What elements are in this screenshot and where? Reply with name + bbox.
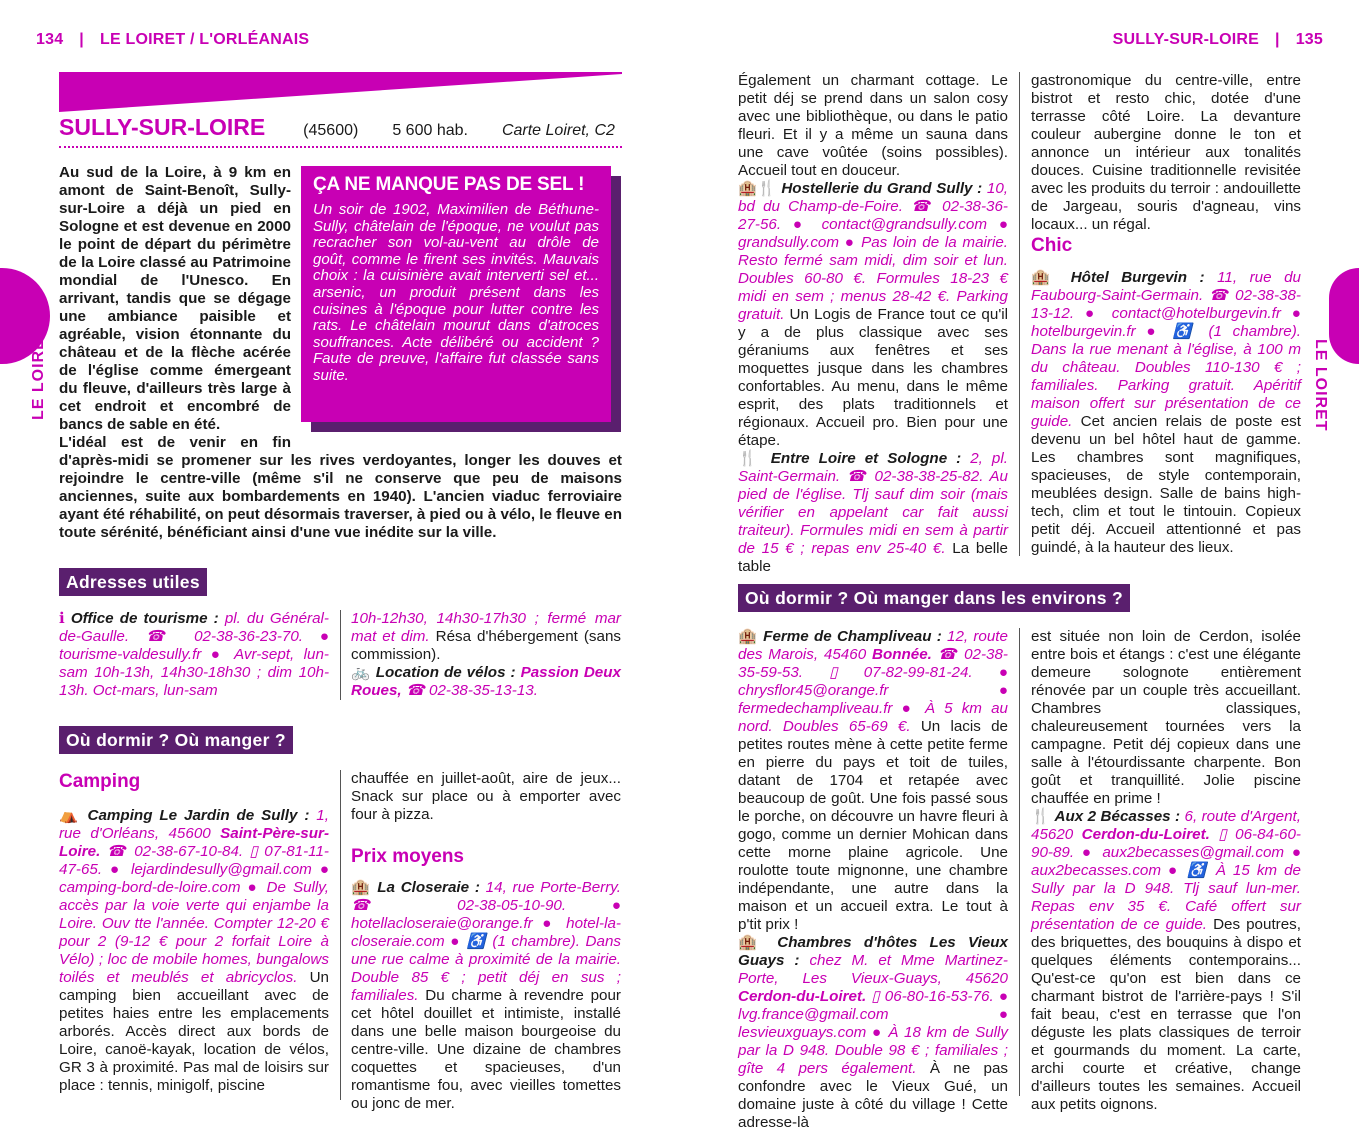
section-environs: Où dormir ? Où manger dans les environs ? (738, 584, 1130, 612)
city-name: SULLY-SUR-LOIRE (59, 114, 266, 140)
entre-loire-desc: La belle table (738, 540, 1008, 575)
entre-loire-info: 2, pl. Saint-Germain. ☎ 02-38-38-25-82. Au pied de l'église. Tlj sauf dim soir (mais vérifier en appelant car fait aussi traiteur). Formules midi en sem à partir de 15 € ; repas env 25-40 €. (738, 450, 1008, 557)
postcode: (45600) (303, 122, 359, 139)
velo-name: Location de vélos : (375, 664, 516, 681)
camping-town: Saint-Père-sur-Loire. (59, 825, 329, 860)
becasses-contact: ▯ 06-84-60-90-89. ● aux2becasses@gmail.com ● aux2becasses.com ● ♿ À 15 km de Sully par la D 948. Tlj sauf lun-mer. Repas env 35 €. Café offert sur présentation de ce guide. (1031, 826, 1301, 933)
vieux-guays-name: Chambres d'hôtes Les Vieux Guays : (738, 934, 1008, 969)
population: 5 600 hab. (392, 122, 468, 139)
camping-desc-cont: chauffée en juillet-août, aire de jeux... Snack sur place ou à emporter avec four à pizza. (351, 770, 621, 823)
velo-company: Passion Deux Roues, (351, 664, 621, 699)
vieux-guays-desc-cont: est située non loin de Cerdon, isolée entre bois et étangs : c'est une élégante demeure solognote entièrement rénovée par un couple très accueillant. Chambres classiques, chaleureusement tournées vers la campagne. Petit déj copieux dans une salle à l'étourdissante charpente. Bon goût et tranquillité. Jolie piscine chauffée en prime ! (1031, 628, 1301, 807)
hotel-icon: 🏨 (351, 879, 372, 896)
camping-desc: Un camping bien accueillant avec de petites haies entre les emplacements arborés. Accès direct aux bords de Loire, canoë-kayak, location de vélos, GR 3 à proximité. Pas mal de loisirs sur place : tennis, minigolf, piscine (59, 969, 329, 1094)
subheading-camping: Camping (59, 771, 141, 792)
entre-loire-name: Entre Loire et Sologne : (770, 450, 962, 467)
page-number-right: 135 (1295, 31, 1323, 48)
page-header-right: SULLY-SUR-LOIRE | 135 (1112, 31, 1323, 48)
column-divider (340, 610, 341, 700)
bike-icon: 🚲 (351, 664, 371, 681)
page-number-left: 134 (36, 31, 64, 48)
cottage-text: Également un charmant cottage. Le petit déj se prend dans un salon cosy avec une bibliothèque, ou dans le patio fleuri. Et il y a même un sauna dans une cave voûtée (soins possibles). Accueil tout en douceur. (738, 72, 1008, 179)
closeraie-name: La Closeraie : (377, 879, 480, 896)
closeraie-desc: Du charme à revendre pour cet hôtel douillet et intimiste, installé dans une belle maison bourgeoise du centre-ville. Une dizaine de chambres coquettes et spacieuses, d'un romantisme fou, avec vieilles tomettes ou jonc de mer. (351, 987, 621, 1112)
side-label-left: LE LOIRET (30, 327, 47, 420)
intro-paragraph-2-start: L'idéal est de venir en fin (59, 434, 291, 451)
section-ou-dormir: Où dormir ? Où manger ? (59, 726, 293, 754)
side-label-right: LE LOIRET (1312, 339, 1329, 432)
right-col-2 (1031, 72, 1301, 234)
ot-info: pl. du Général-de-Gaulle. ☎ 02-38-36-23-70. ● tourisme-valdesully.fr ● Avr-sept, lun-sam 10h-13h, 14h30-18h30 ; dim 10h-13h. Oct-mars, lun-sam (59, 610, 329, 699)
restaurant-icon: 🍴 (757, 180, 777, 197)
closeraie-info: 14, rue Porte-Berry. ☎ 02-38-05-10-90. ● hotellacloseraie@orange.fr ● hotel-la-closeraie.com ● ♿ (1 chambre). Dans une rue calme à proximité de la mairie. Double 85 € ; petit déj en sus ; familiales. (351, 879, 621, 1004)
environs-col-2 (1031, 628, 1301, 1114)
grand-sully-name: Hostellerie du Grand Sully : (781, 180, 983, 197)
vieux-guays-town: Cerdon-du-Loiret. (738, 988, 867, 1005)
ot-tail: Résa d'hébergement (sans commission). (351, 628, 621, 663)
chapter-title: LE LOIRET / L'ORLÉANAIS (99, 31, 310, 48)
grand-sully-info: 10, bd du Champ-de-Foire. ☎ 02-38-36-27-56. ● contact@grandsully.com ● grandsully.com ● Pas loin de la mairie. Resto fermé sam midi, dim soir et lun. Doubles 60-80 €. Formules 18-23 € midi en sem ; menus 28-42 €. Parking gratuit. (738, 180, 1008, 323)
entre-loire-desc-cont: gastronomique du centre-ville, entre bistrot et resto chic, dotée d'une terrasse côté Loire. La devanture couleur aubergine donne le ton et annonce un intérieur aux tonalités douces. Cuisine traditionnelle revisitée avec les produits du terroir : andouillette de Jargeau, souris d'agneau, vins locaux... un régal. (1031, 72, 1301, 233)
hotel-icon: 🏨 (1031, 269, 1059, 286)
anecdote-title: ÇA NE MANQUE PAS DE SEL ! (313, 174, 585, 195)
column-divider (1019, 72, 1020, 556)
ferme-desc: Un lacis de petites routes mène à cette petite ferme en pierre du pays et toit de tuiles, datant de 1704 et retapée avec beaucoup de goût. Une fois passé sous le porche, on découvre un havre fleuri à gogo, comme un dernier Mohican dans cette morne plaine agricole. Une roulotte toute mignonne, une chambre indépendante, une autre dans la maison et un accueil extra. Le tout à p'tit prix ! (738, 718, 1008, 933)
restaurant-icon: 🍴 (1031, 808, 1051, 825)
section-title-right: SULLY-SUR-LOIRE (1112, 31, 1260, 48)
title-band (59, 72, 622, 112)
ot-name: Office de tourisme : (70, 610, 219, 627)
ferme-contact: ☎ 02-38-35-59-53. ▯ 07-82-99-81-24. ● chrysflor45@orange.fr ● fermedechampliveau.fr ● À 5 km au nord. Doubles 65-69 €. (738, 646, 1008, 735)
office-tourisme-cont (351, 610, 621, 700)
closeraie-entry (351, 879, 621, 1113)
hotel-icon: 🏨 (738, 934, 765, 951)
camping-name: Camping Le Jardin de Sully : (87, 807, 310, 824)
tent-icon: ⛺ (59, 807, 81, 824)
intro-paragraph-1: Au sud de la Loire, à 9 km en amont de Saint-Benoît, Sully-sur-Loire a déjà un pied en Sologne et est devenue en 2000 le point de départ du périmètre de la Loire classé au Patrimoine mondial de l'Unesco. En arrivant, tandis que se dégage une ambiance paisible et agréable, vision étonnante du château et de la flèche acérée de l'église comme émergeant du fleuve, d'ailleurs très large à cet endroit et encombré de bancs de sable en été. (59, 164, 291, 433)
column-divider (340, 770, 341, 1100)
subheading-prix-moyens: Prix moyens (351, 846, 464, 867)
grand-sully-desc: Un Logis de France tout ce qu'il y a de plus classique avec ses géraniums aux fenêtres et ses moquettes jusque dans les chambres confortables. Au menu, dans le même esprit, des plats traditionnels et régionaux. Accueil pro. Bien pour une étape. (738, 306, 1008, 449)
ot-info-cont: 10h-12h30, 14h30-17h30 ; fermé mar mat et dim. (351, 610, 621, 645)
camping-info: ☎ 02-38-67-10-84. ▯ 07-81-11-47-65. ● lejardindesully@gmail.com ● camping-bord-de-loire.com ● De Sully, accès par la voie verte qui enjambe la Loire. Ouv tte l'année. Compter 12-20 € pour 2 (9-12 € pour 2 forfait Loire à Vélo) ; loc de mobile homes, bungalows toilés et meublés et abricyclos. (59, 843, 329, 986)
hotel-icon: 🏨 (738, 180, 758, 197)
vieux-guays-contact: ▯ 06-80-16-53-76. ● lvg.france@gmail.com ● lesvieuxguays.com ● À 18 km de Sully par la D 948. Double 98 € ; familiales ; gîte 4 pers également. (738, 988, 1008, 1077)
city-title-row (59, 114, 622, 140)
thumb-tab-right (1329, 268, 1359, 364)
velo-phone: ☎ 02-38-35-13-13. (405, 682, 538, 699)
camping-address: 1, rue d'Orléans, 45600 (59, 807, 329, 842)
intro-text (59, 164, 291, 452)
burgevin-info: 11, rue du Faubourg-Saint-Germain. ☎ 02-38-38-13-12. ● contact@hotelburgevin.fr ● hotelburgevin.fr ● ♿ (1 chambre). Dans la rue menant à l'église, à 100 m du château. Doubles 110-130 € ; familiales. Parking gratuit. Apéritif maison offert sur présentation de ce guide. (1031, 269, 1301, 430)
anecdote-box (301, 166, 611, 422)
anecdote-text: Un soir de 1902, Maximilien de Béthune-Sully, châtelain de l'époque, ne voulut pas recracher son vol-au-vent au drôle de goût, comme le firent ses invités. Mauvais choix : la cuisinière avait interverti sel et... arsenic, un produit présent dans les cuisines à l'époque pour lutter contre les rats. Le châtelain mourut dans d'atroces souffrances. Acte délibéré ou accident ? Faute de preuve, l'affaire fut classée sans suite. (313, 201, 599, 384)
right-col-1 (738, 72, 1008, 576)
becasses-desc: Des poutres, des briquettes, des bouquins à dispo et quelques éléments contemporains... Qu'est-ce qu'on est bien dans ce charmant bistrot de l'arrière-pays ! S'il fait beau, c'est en terrasse que l'on déguste les plats classiques de terroir et gourmands du moment. La carte, archi courte et créative, change d'ailleurs toutes les semaines. Accueil aux petits oignons. (1031, 916, 1301, 1113)
burgevin-name: Hôtel Burgevin : (1070, 269, 1205, 286)
ferme-name: Ferme de Champliveau : (763, 628, 942, 645)
info-icon: ℹ (59, 610, 65, 627)
dotted-divider (59, 146, 622, 148)
burgevin-entry (1031, 269, 1301, 557)
environs-col-1 (738, 628, 1008, 1132)
intro-paragraph-2: d'après-midi se promener sur les rives verdoyantes, longer les douves et rejoindre le centre-ville (même s'il ne conserve que peu de maisons anciennes, suite aux bombardements en 1940). L'ancien viaduc ferroviaire ayant été réhabilité, on peut désormais traverser, à pied ou à vélo, le fleuve en toute sérénité, bénéficiant ainsi d'une vue inédite sur la ville. (59, 452, 622, 541)
ferme-info: 12, route des Marois, 45460 (738, 628, 1008, 663)
vieux-guays-info: chez M. et Mme Martinez-Porte, Les Vieux-Guays, 45620 (738, 952, 1008, 987)
office-tourisme-entry (59, 610, 329, 700)
camping-cont (351, 770, 621, 824)
restaurant-icon: 🍴 (738, 450, 762, 467)
ferme-town: Bonnée. (871, 646, 932, 663)
hotel-icon: 🏨 (738, 628, 758, 645)
map-reference: Carte Loiret, C2 (501, 122, 615, 139)
subheading-chic: Chic (1031, 235, 1073, 256)
burgevin-desc: Cet ancien relais de poste est devenu un bel hôtel haut de gamme. Les chambres sont magnifiques, spacieuses, de style contemporain, meublées design. Salle de bains high-tech, clim et tout le tintouin. Copieux petit déj. Accueil attentionné et pas guindé, à la hauteur des lieux. (1031, 413, 1301, 556)
column-divider (1019, 628, 1020, 1096)
vieux-guays-desc: À ne pas confondre avec le Vieux Gué, un domaine juste à côté du village ! Cette adresse-là (738, 1060, 1008, 1131)
camping-entry (59, 807, 329, 1095)
page-header-left: 134 | LE LOIRET / L'ORLÉANAIS (36, 31, 310, 48)
becasses-name: Aux 2 Bécasses : (1054, 808, 1181, 825)
becasses-info: 6, route d'Argent, 45620 (1031, 808, 1301, 843)
becasses-town: Cerdon-du-Loiret. (1081, 826, 1210, 843)
section-adresses-utiles: Adresses utiles (59, 568, 207, 596)
